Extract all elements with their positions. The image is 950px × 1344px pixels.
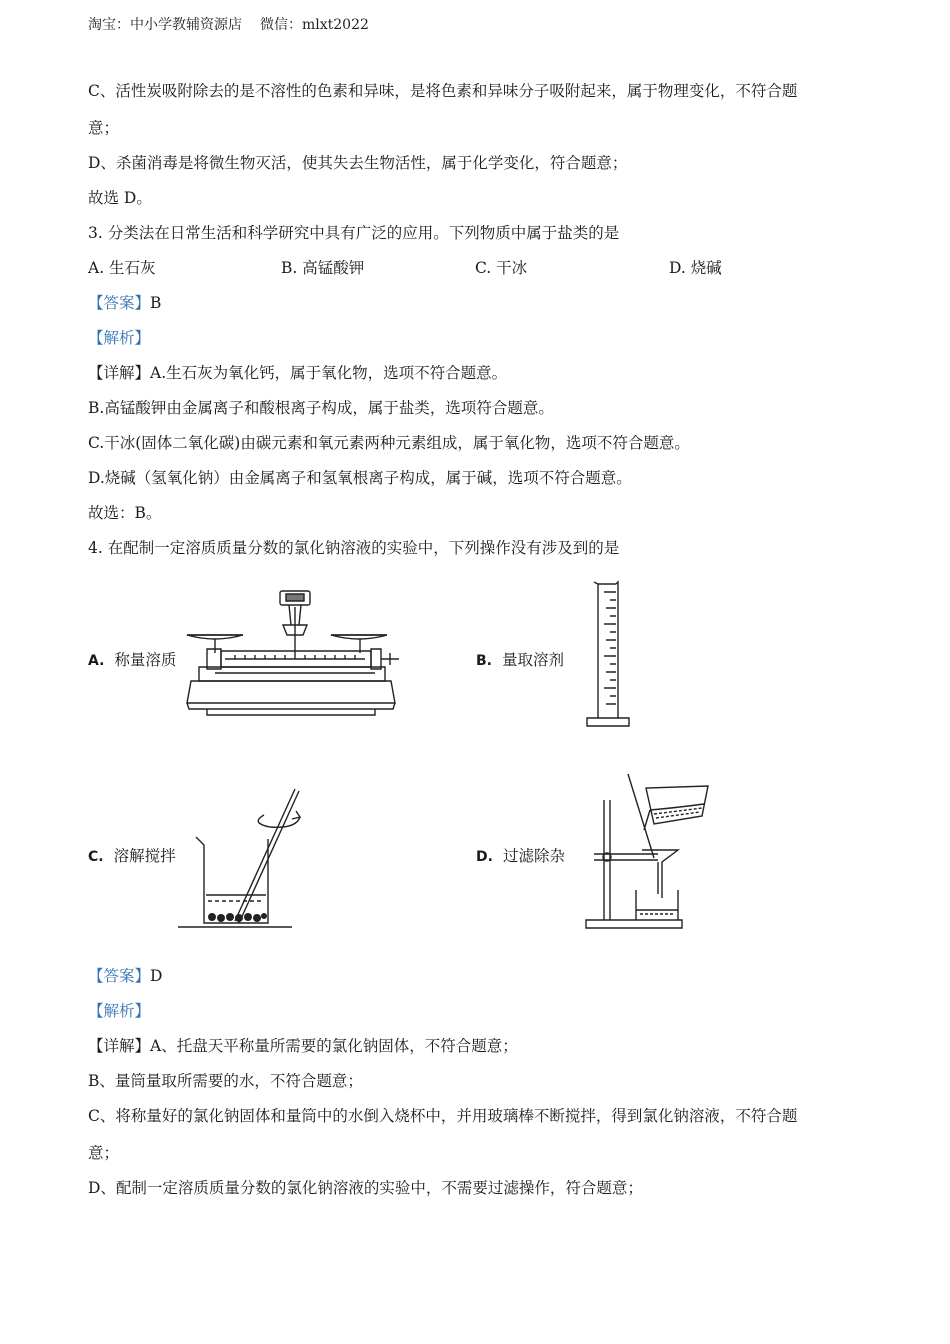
- wechat-id: 微信：mlxt2022: [260, 17, 369, 33]
- detail-text: A、托盘天平称量所需要的氯化钠固体，不符合题意；: [150, 1037, 518, 1055]
- figure-d-key: D.: [476, 849, 493, 865]
- figure-b-key: B.: [476, 653, 492, 669]
- figure-b-label: [476, 650, 564, 671]
- q3-detail-d: D.烧碱（氢氧化钠）由金属离子和氢氧根离子构成，属于碱，选项不符合题意。: [88, 469, 632, 487]
- q3-option-d: D. 烧碱: [669, 259, 722, 277]
- graduated-cylinder-icon: [584, 578, 634, 730]
- filtration-apparatus-icon: [584, 770, 714, 934]
- balance-icon: [185, 585, 405, 727]
- figure-a-label: [88, 650, 176, 671]
- page-header: [88, 14, 369, 34]
- q4-detail-b: B、量筒量取所需要的水，不符合题意；: [88, 1072, 363, 1090]
- figure-a-text: 称量溶质: [114, 651, 177, 669]
- q3-answer: [88, 293, 161, 313]
- q3-option-c: C. 干冰: [475, 259, 528, 277]
- answer-choice-q3: 故选：B。: [88, 504, 162, 522]
- q4-answer: [88, 966, 162, 986]
- detail-text: A.生石灰为氧化钙，属于氧化物，选项不符合题意。: [150, 364, 508, 382]
- figure-c-key: C.: [88, 849, 104, 865]
- q4-detail-c-line2: 意；: [88, 1144, 120, 1162]
- figure-c-label: [88, 846, 176, 867]
- answer-choice-q2: 故选 D。: [88, 189, 152, 207]
- question-4: 4. 在配制一定溶质质量分数的氯化钠溶液的实验中，下列操作没有涉及到的是: [88, 539, 620, 557]
- figure-d-label: [476, 846, 565, 867]
- q3-detail-c: C.干冰(固体二氧化碳)由碳元素和氧元素两种元素组成，属于氧化物，选项不符合题意。: [88, 434, 690, 452]
- q4-analysis-tag: 【解析】: [88, 1002, 151, 1020]
- question-3: 3. 分类法在日常生活和科学研究中具有广泛的应用。下列物质中属于盐类的是: [88, 224, 620, 242]
- q3-detail-b: B.高锰酸钾由金属离子和酸根离子构成，属于盐类，选项符合题意。: [88, 399, 554, 417]
- answer-tag: 【答案】: [88, 294, 151, 312]
- detail-tag: 【详解】: [88, 1037, 151, 1055]
- explanation-c-line1: C、活性炭吸附除去的是不溶性的色素和异味，是将色素和异味分子吸附起来，属于物理变化，不符合题: [88, 82, 798, 100]
- answer-tag: 【答案】: [88, 967, 151, 985]
- q3-option-b: B. 高锰酸钾: [281, 259, 365, 277]
- explanation-c-line2: 意；: [88, 119, 120, 137]
- q3-analysis-tag: 【解析】: [88, 329, 151, 347]
- answer-value: D: [150, 967, 163, 985]
- q3-option-a: A. 生石灰: [88, 259, 156, 277]
- figure-b-text: 量取溶剂: [502, 651, 565, 669]
- q4-detail-a: [88, 1036, 518, 1056]
- shop-name: 淘宝：中小学教辅资源店: [88, 17, 242, 33]
- q4-detail-d: D、配制一定溶质质量分数的氯化钠溶液的实验中，不需要过滤操作，符合题意；: [88, 1179, 643, 1197]
- q4-detail-c-line1: C、将称量好的氯化钠固体和量筒中的水倒入烧杯中，并用玻璃棒不断搅拌，得到氯化钠溶液，不符合题: [88, 1107, 798, 1125]
- q3-detail-a: [88, 363, 507, 383]
- figure-a-key: A.: [88, 653, 105, 669]
- detail-tag: 【详解】: [88, 364, 151, 382]
- explanation-d: D、杀菌消毒是将微生物灭活，使其失去生物活性，属于化学变化，符合题意；: [88, 154, 628, 172]
- answer-value: B: [150, 294, 162, 312]
- figure-d-text: 过滤除杂: [502, 847, 565, 865]
- figure-c-text: 溶解搅拌: [113, 847, 176, 865]
- beaker-stirring-icon: [178, 785, 308, 933]
